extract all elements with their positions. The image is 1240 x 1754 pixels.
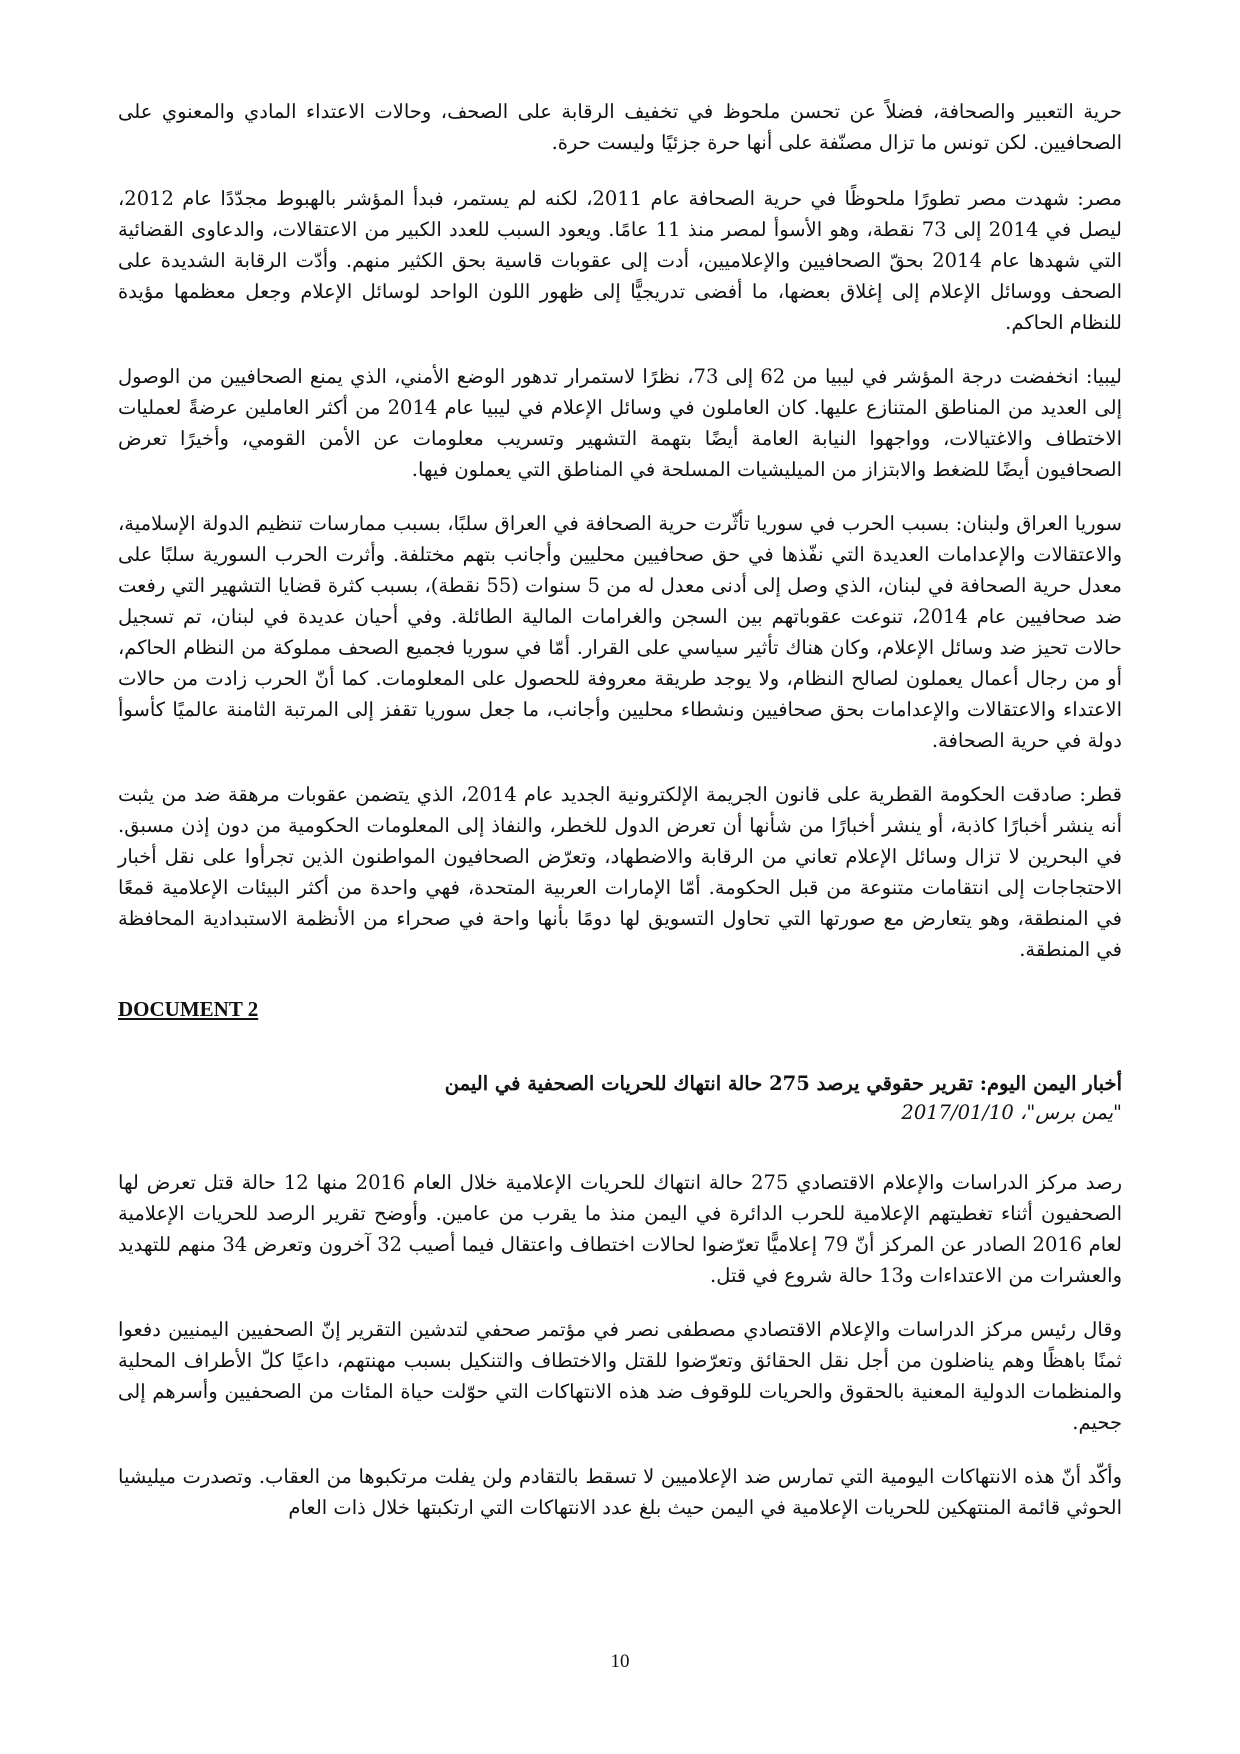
paragraph-libya: ليبيا: انخفضت درجة المؤشر في ليبيا من 62 إلى 73، نظرًا لاستمرار تدهور الوضع الأمني، الذي يمنع الصحافيين من الوصول إلى العديد من المناطق المتنازع عليها. كان العاملون في وسائل الإعلام في ليبيا عام 2014 من أكثر العاملين عرضةً لعمليات الاختطاف والاغتيالات، وواجهوا النيابة العامة أيضًا بتهمة التشهير وتسريب معلومات عن الأمن القومي، وأخيرًا تعرض الصحافيون أيضًا للضغط والابتزاز من الميليشيات المسلحة في المناطق التي يعملون فيها. xyxy=(118,365,1122,481)
paragraph-syria-iraq-lebanon: سوريا العراق ولبنان: بسبب الحرب في سوريا تأثّرت حرية الصحافة في العراق سلبًا، بسبب ممارسات تنظيم الدولة الإسلامية، والاعتقالات والإعدامات العديدة التي نفّذها في حق صحافيين محليين وأجانب بتهم مختلفة. وأثرت الحرب السورية سلبًا على معدل حرية الصحافة في لبنان، الذي وصل إلى أدنى معدل له من 5 سنوات (55 نقطة)، بسبب كثرة قضايا التشهير التي رفعت ضد صحافيين عام 2014، تنوعت عقوباتهم بين السجن والغرامات المالية الطائلة. وفي أحيان عديدة في لبنان، تم تسجيل حالات تحيز ضد وسائل الإعلام، وكان هناك تأثير سياسي على القرار. أمّا في سوريا فجميع الصحف مملوكة من النظام الحاكم، أو من رجال أعمال يعملون لصالح النظام، ولا يوجد طريقة معروفة للحصول على المعلومات. كما أنّ الحرب زادت من حالات الاعتداء والاعتقالات والإعدامات بحق صحافيين ونشطاء محليين وأجانب، ما جعل سوريا تقفز إلى المرتبة الثامنة عالميًا كأسوأ دولة في حرية الصحافة. xyxy=(118,512,1123,752)
page-number: 10 xyxy=(610,1651,630,1672)
article-paragraph: وقال رئيس مركز الدراسات والإعلام الاقتصادي مصطفى نصر في مؤتمر صحفي لتدشين التقرير إنّ الصحفيين اليمنيين دفعوا ثمنًا باهظًا وهم يناضلون من أجل نقل الحقائق وتعرّضوا للقتل والاختطاف والتنكيل بسبب مهنتهم، داعيًا كلّ الأطراف المحلية والمنظمات الدولية المعنية بالحقوق والحريات للوقوف ضد هذه الانتهاكات التي حوّلت حياة المئات من الصحفيين وأسرهم إلى جحيم. xyxy=(118,1318,1122,1434)
paragraph-tunisia-continuation: حرية التعبير والصحافة، فضلاً عن تحسن ملحوظ في تخفيف الرقابة على الصحف، وحالات الاعتداء المادي والمعنوي على الصحافيين. لكن تونس ما تزال مصنّفة على أنها حرة جزئيًا وليست حرة. xyxy=(118,100,1122,154)
article-paragraph: رصد مركز الدراسات والإعلام الاقتصادي 275 حالة انتهاك للحريات الإعلامية خلال العام 2016 منها 12 حالة قتل تعرض لها الصحفيون أثناء تغطيتهم الإعلامية للحرب الدائرة في اليمن منذ ما يقرب من عامين. وأوضح تقرير الرصد للحريات الإعلامية لعام 2016 الصادر عن المركز أنّ 79 إعلاميًّا تعرّضوا لحالات اختطاف واعتقال فيما أصيب 32 آخرون وتعرض 34 منهم للتهديد والعشرات من الاعتداءات و13 حالة شروع في قتل. xyxy=(118,1171,1123,1287)
section-heading: DOCUMENT 2 xyxy=(118,997,259,1021)
text-column xyxy=(118,96,1122,1546)
paragraph-egypt: مصر: شهدت مصر تطورًا ملحوظًا في حرية الصحافة عام 2011، لكنه لم يستمر، فبدأ المؤشر بالهبوط مجدّدًا عام 2012، ليصل في 2014 إلى 73 نقطة، وهو الأسوأ لمصر منذ 11 عامًا. ويعود السبب للعدد الكبير من الاعتقالات، والدعاوى القضائية التي شهدها عام 2014 بحقّ الصحافيين والإعلاميين، أدت إلى عقوبات قاسية بحق الكثير منهم. وأدّت الرقابة الشديدة على الصحف ووسائل الإعلام إلى إغلاق بعضها، ما أفضى تدريجيًّا إلى ظهور اللون الواحد لوسائل الإعلام وجعل معظمها مؤيدة للنظام الحاكم. xyxy=(118,187,1122,334)
article-title: أخبار اليمن اليوم: تقرير حقوقي يرصد 275 حالة انتهاك للحريات الصحفية في اليمن xyxy=(444,1072,1122,1095)
paragraph-qatar-bahrain-uae: قطر: صادقت الحكومة القطرية على قانون الجريمة الإلكترونية الجديد عام 2014، الذي يتضمن عقوبات مرهقة ضد من يثبت أنه ينشر أخبارًا كاذبة، أو ينشر أخبارًا من شأنها أن تعرض الدول للخطر، والنفاذ إلى المعلومات الحكومية من دون إذن مسبق. في البحرين لا تزال وسائل الإعلام تعاني من الرقابة والاضطهاد، وتعرّض الصحافيون المواطنون الذين تجرأوا على نقل أخبار الاحتجاجات إلى انتقامات متنوعة من قبل الحكومة. أمّا الإمارات العربية المتحدة، فهي واحدة من أكثر البيئات الإعلامية قمعًا في المنطقة، وهو يتعارض مع صورتها التي تحاول التسويق لها دومًا بأنها واحة في صحراء من الأنظمة الاستبدادية المحافظة في المنطقة. xyxy=(118,783,1122,961)
article-source-date: "يمن برس"، 2017/01/10 xyxy=(901,1101,1122,1124)
article-paragraph: وأكّد أنّ هذه الانتهاكات اليومية التي تمارس ضد الإعلاميين لا تسقط بالتقادم ولن يفلت مرتكبوها من العقاب. وتصدرت ميليشيا الحوثي قائمة المنتهكين للحريات الإعلامية في اليمن حيث بلغ عدد الانتهاكات التي ارتكبتها خلال ذات العام xyxy=(118,1465,1122,1519)
